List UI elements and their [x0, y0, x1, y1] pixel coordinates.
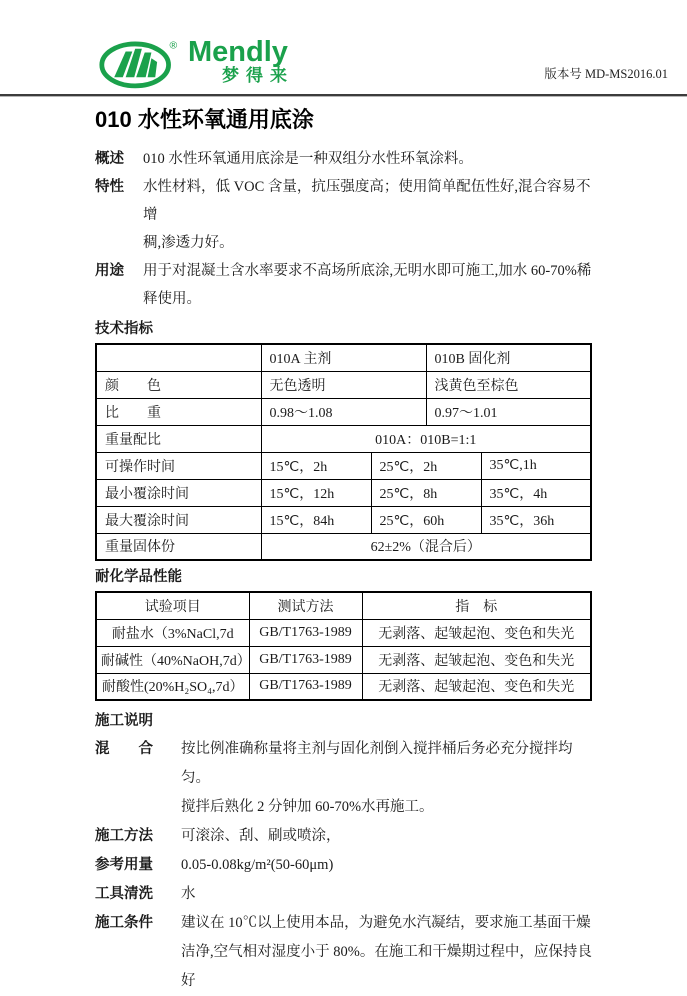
table-row — [96, 344, 591, 371]
table-cell: 最大覆涂时间 — [96, 506, 261, 533]
table-cell: 010B 固化剂 — [426, 344, 591, 371]
cleaning-text: 水 — [181, 886, 196, 902]
features-text: 水性材料，低 VOC 含量，抗压强度高；使用简单配伍性好,混合容易不增 稠,渗透力好。 — [143, 179, 591, 251]
table-row — [96, 452, 591, 479]
table-cell: 无剥落、起皱起泡、变色和失光 — [362, 619, 591, 646]
cleaning-row — [95, 880, 592, 909]
brand-text-block — [188, 38, 294, 86]
usage-label: 用途 — [95, 263, 124, 279]
cleaning-label: 工具清洗 — [95, 886, 153, 902]
table-cell: GB/T1763-1989 — [249, 673, 362, 700]
table-row — [96, 425, 591, 452]
table-cell: 耐盐水（3%NaCl,7d — [96, 619, 249, 646]
table-cell: GB/T1763-1989 — [249, 619, 362, 646]
table-cell: 15℃，2h — [261, 452, 371, 479]
method-label: 施工方法 — [95, 828, 153, 844]
dosage-label: 参考用量 — [95, 857, 153, 873]
table-header-cell: 试验项目 — [96, 592, 249, 619]
table-cell: 010A：010B=1:1 — [261, 425, 591, 452]
table-cell: 无色透明 — [261, 371, 426, 398]
features-label: 特性 — [95, 179, 124, 195]
table-cell: 25℃，8h — [371, 479, 481, 506]
table-cell: 无剥落、起皱起泡、变色和失光 — [362, 673, 591, 700]
table-cell: 耐碱性（40%NaOH,7d） — [96, 646, 249, 673]
table-cell: 15℃，84h — [261, 506, 371, 533]
table-row — [96, 479, 591, 506]
table-cell: 010A 主剂 — [261, 344, 426, 371]
conditions-row — [95, 909, 592, 996]
mixing-label: 混 合 — [95, 741, 153, 757]
table-header-cell: 指 标 — [362, 592, 591, 619]
usage-text: 用于对混凝土含水率要求不高场所底涂,无明水即可施工,加水 60-70%稀 释使用。 — [143, 263, 592, 307]
features-section — [95, 173, 592, 257]
table-cell: 可操作时间 — [96, 452, 261, 479]
conditions-label: 施工条件 — [95, 915, 153, 931]
table-cell: 重量配比 — [96, 425, 261, 452]
mendly-logo-icon — [98, 36, 180, 90]
document-body — [95, 101, 592, 996]
table-cell: 比 重 — [96, 398, 261, 425]
table-cell: 62±2%（混合后） — [261, 533, 591, 560]
dosage-text: 0.05-0.08kg/m²(50-60μm) — [181, 857, 334, 873]
table-cell: 25℃，2h — [371, 452, 481, 479]
mixing-row — [95, 735, 592, 822]
method-row — [95, 822, 592, 851]
dosage-row — [95, 851, 592, 880]
registered-mark: ® — [169, 40, 178, 52]
table-row — [96, 533, 591, 560]
brand-name: Mendly — [188, 36, 288, 68]
table-row — [96, 673, 591, 700]
table-cell: 耐酸性(20%H₂SO₄,7d） — [96, 673, 249, 700]
brand-chinese-name: 梦得来 — [222, 66, 294, 85]
table-cell: 25℃，60h — [371, 506, 481, 533]
chem-resistance-table — [95, 591, 592, 701]
table-row — [96, 371, 591, 398]
table-cell: 35℃，36h — [481, 506, 591, 533]
table-cell: 35℃，4h — [481, 479, 591, 506]
method-text: 可滚涂、刮、刷或喷涂， — [181, 828, 341, 844]
table-cell: 最小覆涂时间 — [96, 479, 261, 506]
table-row — [96, 619, 591, 646]
table-cell: 0.98～1.08 — [261, 398, 426, 425]
table-cell: 15℃，12h — [261, 479, 371, 506]
version-number: 版本号 MD-MS2016.01 — [544, 67, 668, 81]
table-cell: 0.97～1.01 — [426, 398, 591, 425]
table-cell: 35℃,1h — [481, 452, 591, 479]
header-divider — [0, 94, 687, 97]
table-cell — [96, 344, 261, 371]
table-row — [96, 398, 591, 425]
brand-logo — [98, 36, 294, 90]
tech-specs-heading: 技术指标 — [95, 321, 153, 337]
table-row — [96, 646, 591, 673]
overview-text: 010 水性环氧通用底涂是一种双组分水性环氧涂料。 — [143, 151, 473, 167]
table-header-row — [96, 592, 591, 619]
table-cell: 无剥落、起皱起泡、变色和失光 — [362, 646, 591, 673]
overview-label: 概述 — [95, 151, 124, 167]
construction-heading: 施工说明 — [95, 713, 153, 729]
usage-section — [95, 257, 592, 313]
table-header-cell: 测试方法 — [249, 592, 362, 619]
chem-resistance-heading: 耐化学品性能 — [95, 569, 182, 585]
tech-specs-table — [95, 343, 592, 561]
table-row — [96, 506, 591, 533]
overview-section — [95, 145, 592, 173]
mixing-text: 按比例准确称量将主剂与固化剂倒入搅拌桶后务必充分搅拌均匀。 搅拌后熟化 2 分钟加 60-70%水再施工。 — [181, 741, 573, 815]
conditions-text: 建议在 10℃以上使用本品，为避免水汽凝结，要求施工基面干燥 洁净,空气相对湿度小于 80%。在施工和干燥期过程中，应保持良好 — [181, 915, 592, 989]
table-cell: 颜 色 — [96, 371, 261, 398]
page-title: 010 水性环氧通用底涂 — [95, 107, 314, 132]
table-cell: GB/T1763-1989 — [249, 646, 362, 673]
table-cell: 重量固体份 — [96, 533, 261, 560]
table-cell: 浅黄色至棕色 — [426, 371, 591, 398]
